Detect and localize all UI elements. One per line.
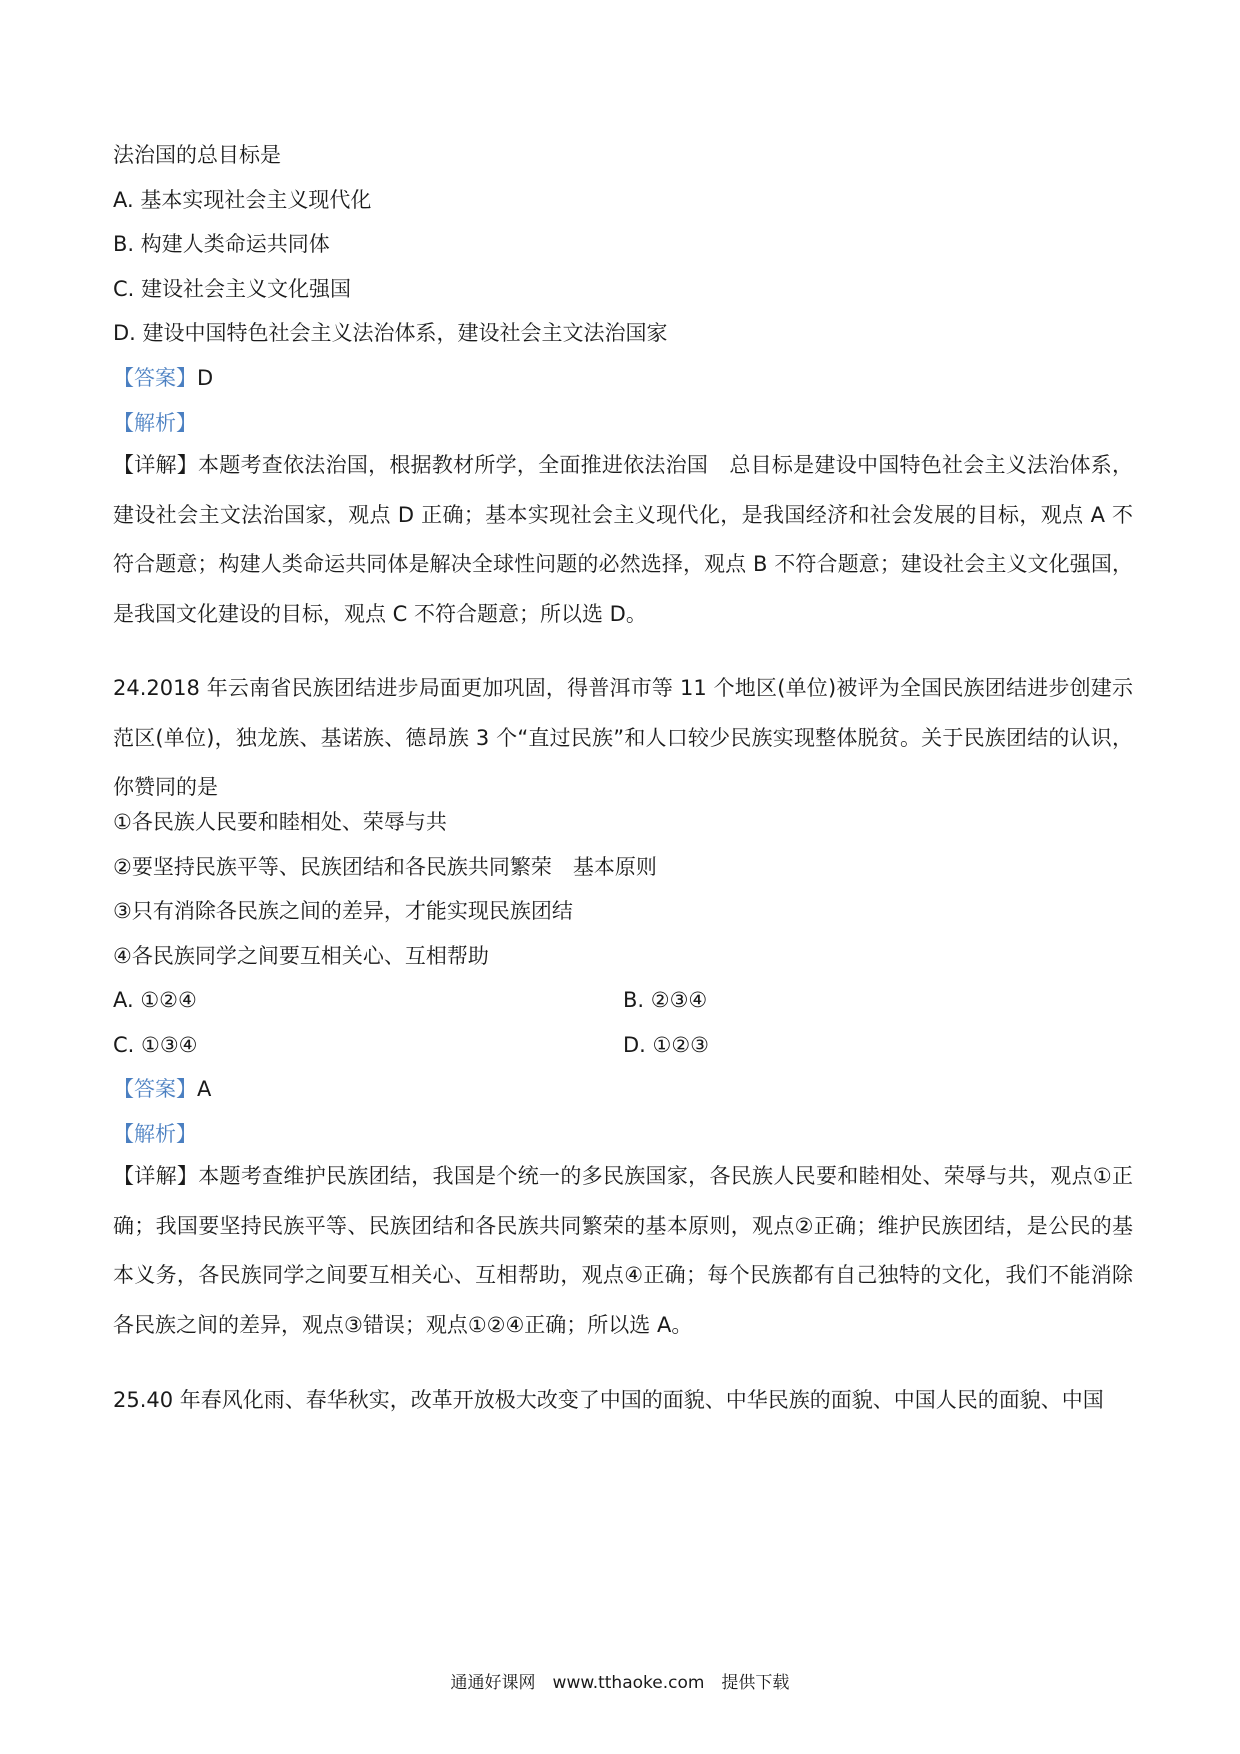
q24-statement-3: ③只有消除各民族之间的差异，才能实现民族团结 (113, 899, 573, 923)
q24-statement-2: ②要坚持民族平等、民族团结和各民族共同繁荣 基本原则 (113, 855, 657, 879)
q24-stem: 24.2018 年云南省民族团结进步局面更加巩固，得普洱市等 11 个地区(单位)被评为全国民族团结进步创建示范区(单位)，独龙族、基诺族、德昂族 3 个“直过民族”和人口较少民族实现整体脱贫。关于民族团结的认识，你赞同的是 (113, 676, 1133, 799)
q23-option-d: D. 建设中国特色社会主义法治体系，建设社会主文法治国家 (113, 321, 668, 345)
q24-answer-value: A (197, 1077, 212, 1101)
q23-detail-tag: 【详解】 (113, 453, 199, 477)
q23-option-a: A. 基本实现社会主义现代化 (113, 188, 372, 212)
q23-answer-tag: 【答案】 (113, 366, 197, 390)
q24-option-b: B. ②③④ (623, 988, 708, 1012)
q23-analysis-label: 【解析】 (113, 411, 197, 435)
q24-option-c: C. ①③④ (113, 1033, 198, 1057)
q23-answer-line (113, 363, 1133, 393)
q23-option-c: C. 建设社会主义文化强国 (113, 277, 352, 301)
q23-stem-tail: 法治国的总目标是 (113, 143, 281, 167)
q24-answer-tag: 【答案】 (113, 1077, 197, 1101)
q24-analysis-label: 【解析】 (113, 1122, 197, 1146)
q24-detail (113, 1152, 1133, 1350)
q24-detail-text: 本题考查维护民族团结，我国是个统一的多民族国家，各民族人民要和睦相处、荣辱与共，观点①正确；我国要坚持民族平等、民族团结和各民族共同繁荣的基本原则，观点②正确；维护民族团结，是公民的基本义务，各民族同学之间要互相关心、互相帮助，观点④正确；每个民族都有自己独特的文化，我们不能消除各民族之间的差异，观点③错误；观点①②④正确；所以选 A。 (113, 1164, 1134, 1337)
q24-detail-tag: 【详解】 (113, 1164, 199, 1188)
q23-analysis-tag (113, 408, 1133, 438)
q24-option-a: A. ①②④ (113, 988, 197, 1012)
q23-option-b: B. 构建人类命运共同体 (113, 232, 330, 256)
q25-stem: 25.40 年春风化雨、春华秋实，改革开放极大改变了中国的面貌、中华民族的面貌、中国人民的面貌、中国 (113, 1388, 1104, 1412)
q24-option-d: D. ①②③ (623, 1033, 709, 1057)
q24-statement-4: ④各民族同学之间要互相关心、互相帮助 (113, 944, 489, 968)
q23-answer-value: D (197, 366, 214, 390)
q24-analysis-tag (113, 1119, 1133, 1149)
q23-detail (113, 441, 1133, 639)
q23-detail-text: 本题考查依法治国，根据教材所学，全面推进依法治国 总目标是建设中国特色社会主义法治体系，建设社会主文法治国家，观点 D 正确；基本实现社会主义现代化，是我国经济和社会发展的目标，观点 A 不符合题意；构建人类命运共同体是解决全球性问题的必然选择，观点 B 不符合题意；建设社会主义文化强国，是我国文化建设的目标，观点 C 不符合题意；所以选 D。 (113, 453, 1134, 626)
q24-answer-line (113, 1074, 1133, 1104)
q24-statement-1: ①各民族人民要和睦相处、荣辱与共 (113, 810, 447, 834)
page-footer: 通通好课网 www.tthaoke.com 提供下载 (450, 1673, 790, 1693)
